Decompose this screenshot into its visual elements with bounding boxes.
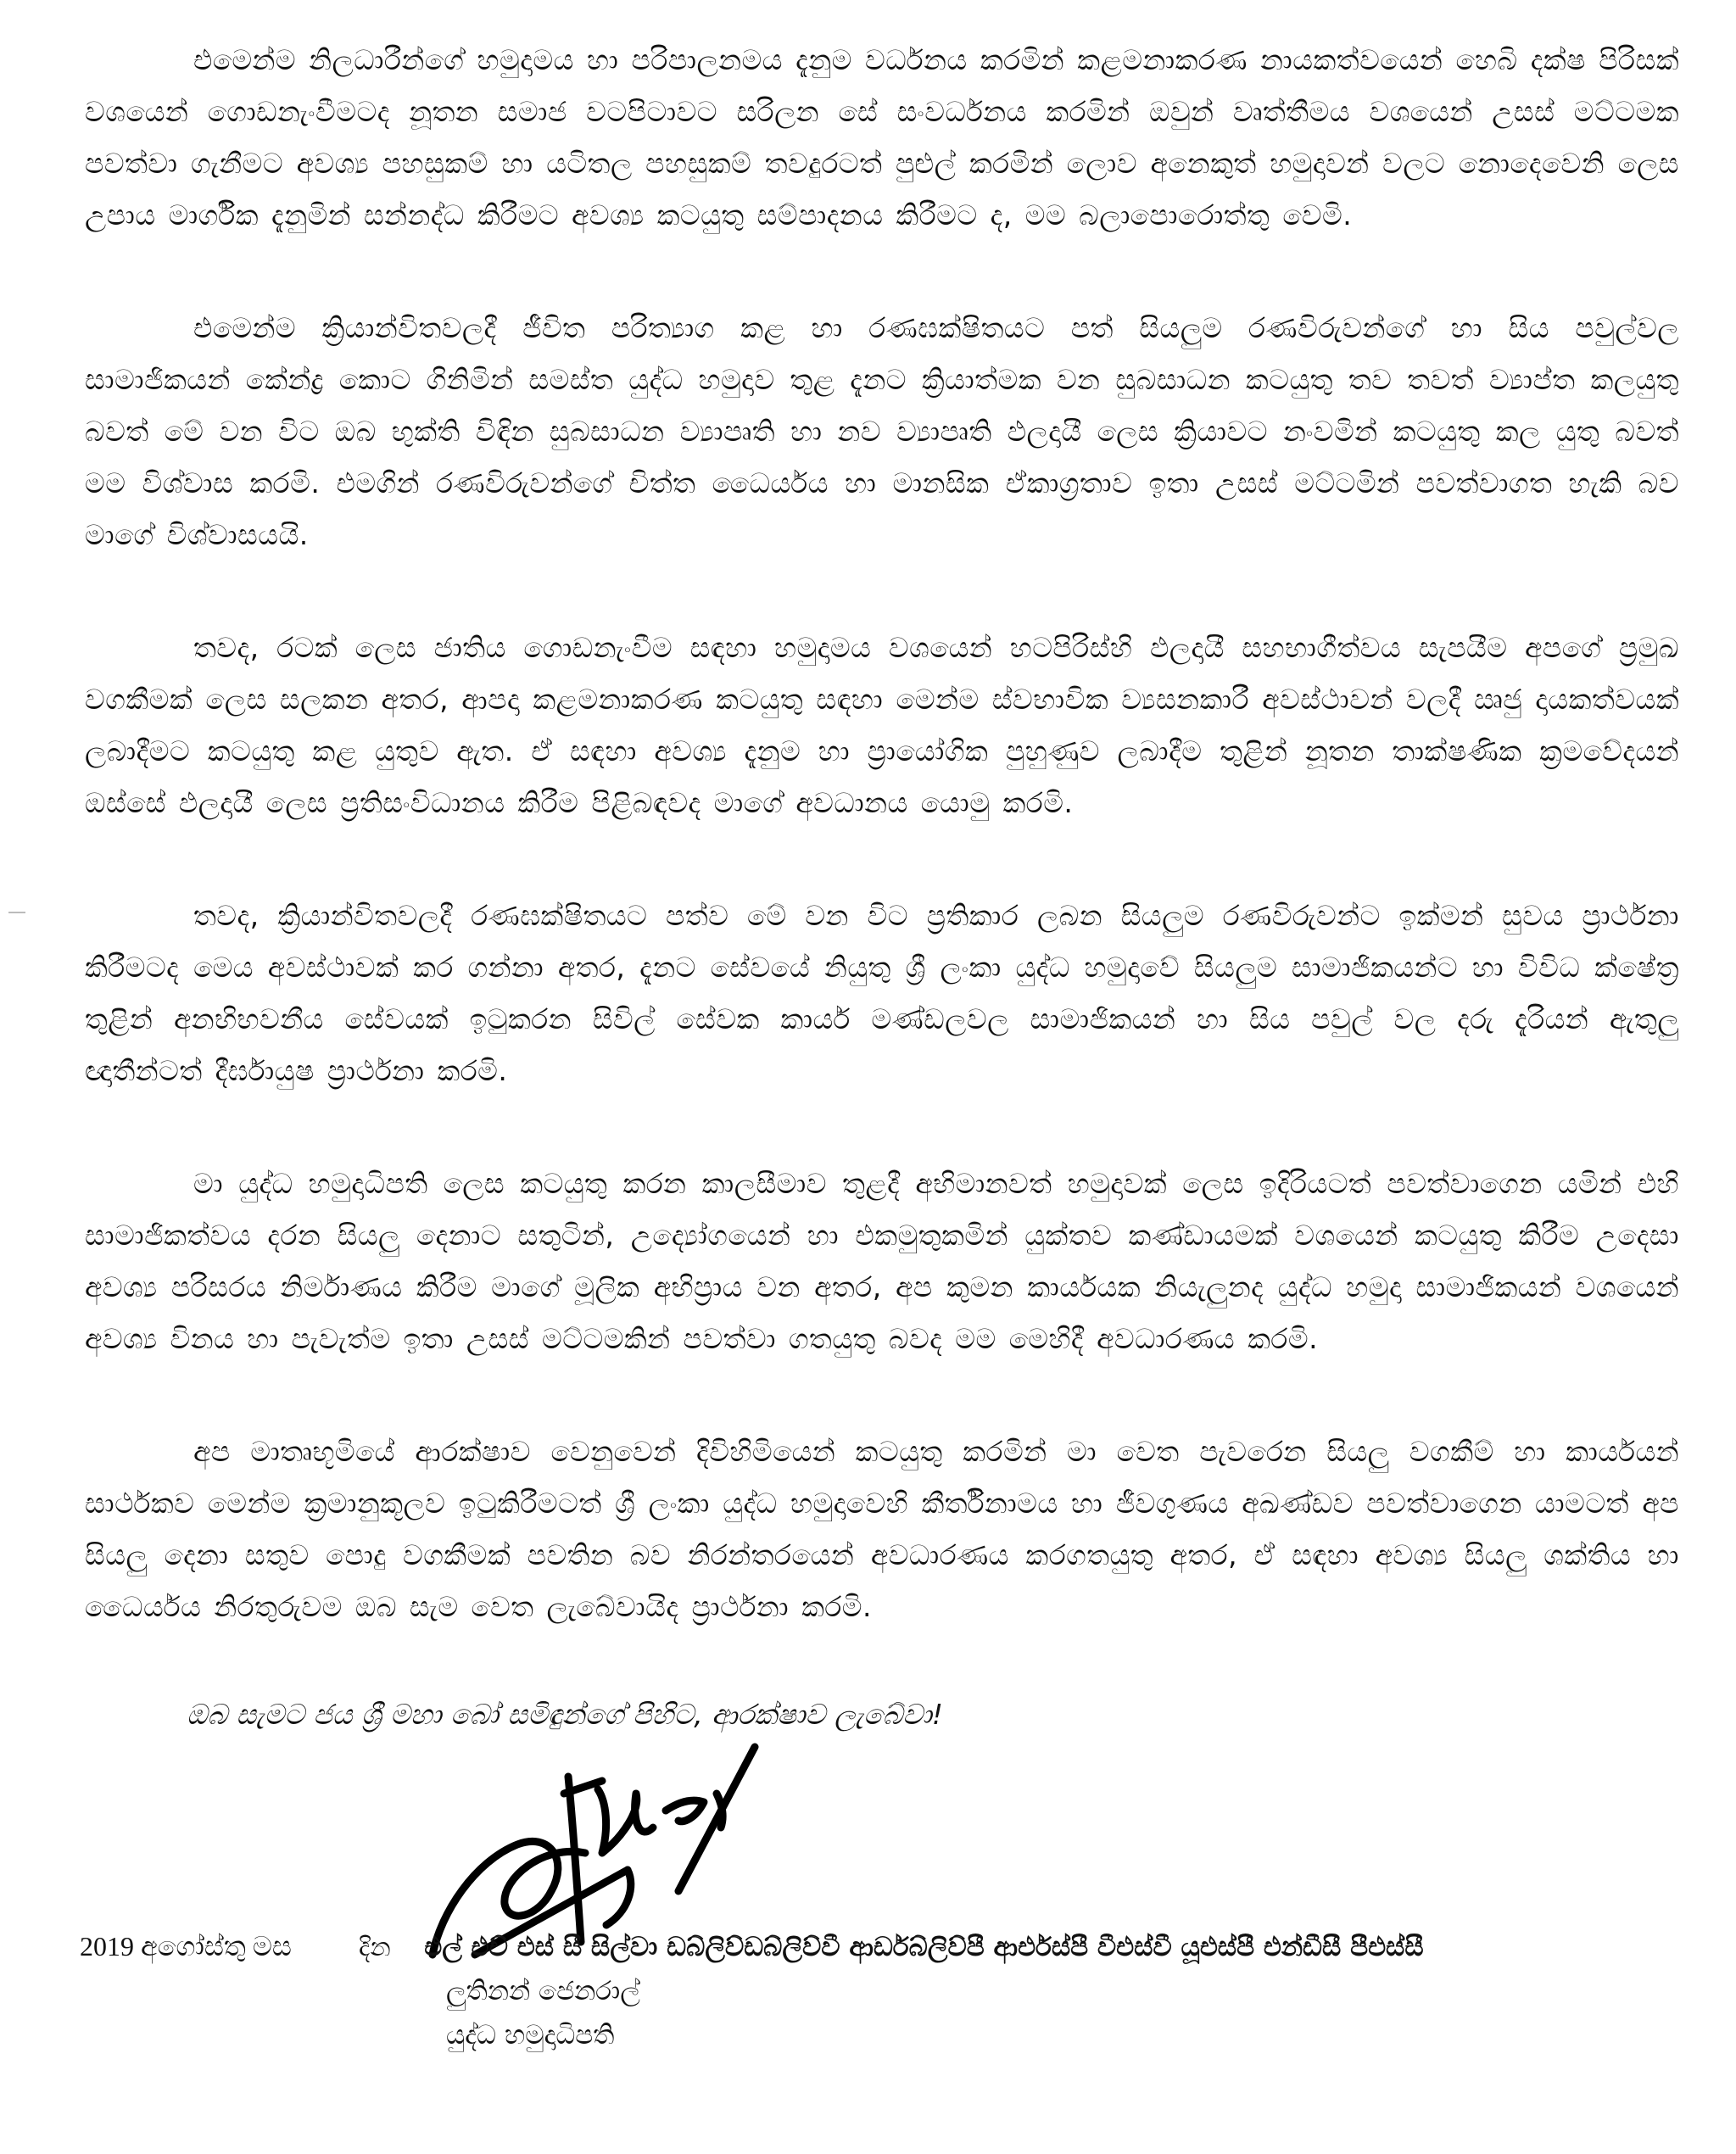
letter-body bbox=[85, 34, 1679, 1736]
signatory-rank: ලුතිනන් ජෙනරාල් bbox=[446, 1976, 640, 2006]
scan-artifact bbox=[8, 912, 25, 913]
paragraph-3: තවද, රටක් ලෙස ජාතිය ගොඩනැංවීම සඳහා හමුදාමය වශයෙන් හටපිරිස්හි ඵලදායී සහභාගීත්වය සැපයීම අපගේ ප්‍රමුඛ වගකීමක් ලෙස සලකන අතර, ආපදා කළමනාකරණ කටයුතු සඳහා මෙන්ම ස්වභාවික ව්‍යසනකාරී අවස්ථාවන් වලදී ඍජු දායකත්වයක් ලබාදීමට කටයුතු කළ යුතුව ඇත. ඒ සඳහා අවශ්‍ය දැනුම හා ප්‍රායෝගික පුහුණුව ලබාදීම තුළින් නූතන තාක්ෂණික ක්‍රමවේදයන් ඔස්සේ ඵලදායී ලෙස ප්‍රතිසංවිධානය කිරීම පිළිබඳවද මාගේ අවධානය යොමු කරමි. bbox=[85, 631, 1679, 819]
signatory-title: යුද්ධ හමුදාධිපති bbox=[446, 2020, 615, 2051]
paragraph-6: අප මාතෘභූමියේ ආරක්ෂාව වෙනුවෙන් දිවිහිමියෙන් කටයුතු කරමින් මා වෙත පැවරෙන සියලු වගකීම් හා කාර්යයන් සාර්ථකව මෙන්ම ක්‍රමානුකූලව ඉටුකිරීමටත් ශ්‍රී ලංකා යුද්ධ හමුදාවෙහි කීර්තිනාමය හා ජීවගුණය අඛණ්ඩව පවත්වාගෙන යාමටත් අප සියලු දෙනා සතුව පොදු වගකීමක් පවතින බව නිරන්තරයෙන් අවධාරණය කරගතයුතු අතර, ඒ සඳහා අවශ්‍ය සියලු ශක්තිය හා ධෛර්යය නිරතුරුවම ඔබ සැම වෙත ලැබේවායිද ප්‍රාර්ථනා කරමි. bbox=[85, 1435, 1679, 1623]
paragraph-5: මා යුද්ධ හමුදාධිපති ලෙස කටයුතු කරන කාලසීමාව තුළදී අභිමානවත් හමුදාවක් ලෙස ඉදිරියටත් පවත්වාගෙන යමින් එහි සාමාජිකත්වය දරන සියලු දෙනාට සතුටින්, උද්‍යෝගයෙන් හා එකමුතුකමින් යුක්තව කණ්ඩායමක් වශයෙන් කටයුතු කිරීම උදෙසා අවශ්‍ය පරිසරය නිර්මාණය කිරීම මාගේ මූලික අභිප්‍රාය වන අතර, අප කුමන කාර්යයක නියැලුනද යුද්ධ හමුදා සාමාජිකයන් වශයෙන් අවශ්‍ය විනය හා පැවැත්ම ඉතා උසස් මට්ටමකින් පවත්වා ගතයුතු බවද මම මෙහිදී අවධාරණය කරමි. bbox=[85, 1167, 1679, 1355]
signatory-line bbox=[80, 1925, 1691, 1969]
paragraph-4: තවද, ක්‍රියාන්විතවලදී රණඝක්ෂිතයට පත්ව මේ වන විට ප්‍රතිකාර ලබන සියලුම රණවිරුවන්ට ඉක්මන් සුවය ප්‍රාර්ථනා කිරීමටද මෙය අවස්ථාවක් කර ගන්නා අතර, දැනට සේවයේ නියුතු ශ්‍රී ලංකා යුද්ධ හමුදාවේ සියලුම සාමාජිකයන්ට හා විවිධ ක්ෂේත්‍ර තුළින් අනභිභවනීය සේවයක් ඉටුකරන සිවිල් සේවක කාර්ය මණ්ඩලවල සාමාජිකයන් හා සිය පවුල් වල දරු දැරියන් ඇතුලු ඥාතීන්ටත් දීර්ඝායුෂ ප්‍රාර්ථනා කරමි. bbox=[85, 899, 1679, 1087]
signing-date: 2019 අගෝස්තු මස bbox=[80, 1931, 292, 1961]
closing-blessing: ඔබ සැමට ජය ශ්‍රී මහා බෝ සමිඳුන්ගේ පිහිට, ආරක්ෂාව ලැබේවා! bbox=[187, 1698, 944, 1731]
signature-block bbox=[80, 1925, 1691, 2057]
paragraph-1: එමෙන්ම නිලධාරීන්ගේ හමුදාමය හා පරිපාලනමය දැනුම වර්ධනය කරමින් කළමනාකරණ නායකත්වයෙන් හෙබි දක්ෂ පිරිසක් වශයෙන් ගොඩනැංවීමටද නූතන සමාජ වටපිටාවට සරිලන සේ සංවර්ධනය කරමින් ඔවුන් වෘත්තීමය වශයෙන් උසස් මට්ටමක පවත්වා ගැනීමට අවශ්‍ය පහසුකම් හා යටිතල පහසුකම් තවදුරටත් පුළුල් කරමින් ලොව අනෙකුත් හමුදාවන් වලට නොදෙවෙනි ලෙස උපාය මාර්ගික දැනුමින් සන්නද්ධ කිරීමට අවශ්‍ය කටයුතු සම්පාදනය කිරීමට ද, මම බලාපොරොත්තු වෙමි. bbox=[85, 43, 1679, 232]
signatory-name: එල් එච් එස් සී සිල්වා ඩබ්ලිව්ඩබ්ලිව්වී ආර්ඩබ්ලිව්පී ආර්එස්පී වීඑස්වී යූඑස්පී එන්ඩීසී පීඑස්සී bbox=[424, 1932, 1424, 1962]
paragraph-2: එමෙන්ම ක්‍රියාන්විතවලදී ජීවිත පරිත්‍යාග කළ හා රණඝක්ෂිතයට පත් සියලුම රණවිරුවන්ගේ හා සිය පවුල්වල සාමාජිකයන් කේන්ද්‍ර කොට ගිනිමින් සමස්ත යුද්ධ හමුදාව තුළ දැනට ක්‍රියාත්මක වන සුබසාධන කටයුතු තව තවත් ව්‍යාප්ත කලයුතු බවත් මේ වන විට ඔබ භුක්ති විඳින සුබසාධන ව්‍යාපෘති හා නව ව්‍යාපෘති ඵලදායී ලෙස ක්‍රියාවට නංවමින් කටයුතු කල යුතු බවත් මම විශ්වාස කරමි. එමගින් රණවිරුවන්ගේ චිත්ත ධෛර්යය හා මානසික ඒකාග්‍රතාව ඉතා උසස් මට්ටමින් පවත්වාගත හැකි බව මාගේ විශ්වාසයයි. bbox=[85, 311, 1679, 551]
day-label: දින bbox=[359, 1933, 391, 1962]
